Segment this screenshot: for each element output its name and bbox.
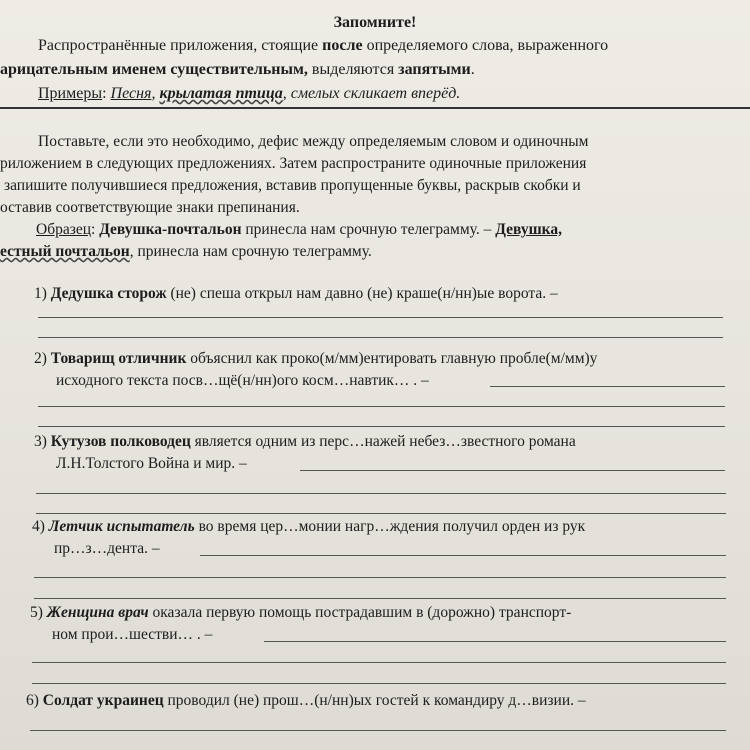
- exercise-2-cont: исходного текста посв…щё(н/нн)ого косм…навтик… . –: [56, 372, 429, 389]
- rule-examples: [38, 85, 460, 103]
- exercise-number: 1): [34, 285, 47, 302]
- exercise-text: объяснил как проко(м/мм)ентировать главную пробле(м/мм)у: [186, 350, 598, 367]
- example-word: Песня: [110, 85, 152, 102]
- rule-line-2-bold: арицательным именем существительным,: [0, 61, 308, 78]
- examples-label: Примеры: [38, 85, 103, 102]
- exercise-text: является одним из перс…нажей небез…звестного романа: [190, 433, 576, 450]
- rule-line-1-bold: после: [322, 37, 363, 54]
- exercise-3: [34, 433, 576, 451]
- sample-line-2: [0, 243, 372, 261]
- exercise-5-cont: ном прои…шестви… . –: [52, 626, 213, 643]
- exercise-bold: Дедушка сторож: [50, 285, 167, 302]
- exercise-4: [32, 518, 585, 536]
- exercise-5: [30, 604, 571, 622]
- examples-colon: :: [102, 85, 111, 102]
- answer-line[interactable]: [32, 662, 726, 663]
- sample-label: Образец: [36, 221, 92, 238]
- answer-line[interactable]: [32, 683, 726, 684]
- answer-line[interactable]: [38, 317, 723, 318]
- rule-box-bottom-border: [0, 107, 750, 109]
- exercise-text: (не) спеша открыл нам давно (не) краше(н/нн)ые ворота. –: [166, 285, 558, 302]
- sample-answer-bold: естный почтальон: [0, 243, 130, 260]
- task-line-2: риложением в следующих предложениях. Затем распространите одиночные приложения: [0, 155, 587, 172]
- sample-line: [36, 221, 562, 239]
- exercise-2: [34, 350, 597, 368]
- answer-line[interactable]: [30, 730, 726, 731]
- exercise-text: во время цер…монии нагр…ждения получил орден из рук: [194, 518, 586, 535]
- answer-line[interactable]: [38, 337, 723, 338]
- sample-bold: Девушка-почтальон: [99, 221, 242, 238]
- exercise-number: 4): [32, 518, 45, 535]
- exercise-bold: Кутузов полководец: [50, 433, 191, 450]
- sample-answer-start: Девушка,: [495, 221, 562, 238]
- exercise-number: 3): [34, 433, 47, 450]
- rule-line-2: [0, 61, 475, 79]
- exercise-3-cont: Л.Н.Толстого Война и мир. –: [56, 455, 247, 472]
- exercise-text: оказала первую помощь пострадавшим в (дорожно) транспорт-: [148, 604, 572, 621]
- exercise-1: [34, 285, 558, 303]
- exercise-number: 5): [30, 604, 43, 621]
- exercise-4-cont: пр…з…дента. –: [54, 540, 160, 557]
- sample-colon: :: [91, 221, 100, 238]
- answer-line[interactable]: [36, 513, 726, 514]
- task-line-3: запишите получившиеся предложения, вставив пропущенные буквы, раскрыв скобки и: [4, 177, 581, 194]
- example-apposition: крылатая птица: [159, 85, 283, 102]
- answer-line[interactable]: [300, 470, 725, 471]
- example-rest: , смелых скликает вперёд.: [282, 85, 461, 102]
- rule-line-2-mid: выделяются: [307, 61, 399, 78]
- answer-line[interactable]: [38, 426, 725, 427]
- example-comma: ,: [151, 85, 160, 102]
- rule-line-1-start: Распространённые приложения, стоящие: [38, 37, 323, 54]
- answer-line[interactable]: [200, 555, 726, 556]
- exercise-bold: Товарищ отличник: [50, 350, 187, 367]
- exercise-6: [26, 692, 586, 710]
- rule-line-2-bold2: запятыми: [398, 61, 471, 78]
- rule-line-2-period: .: [470, 61, 475, 78]
- answer-line[interactable]: [36, 493, 726, 494]
- rule-line-1: [38, 37, 608, 55]
- answer-line[interactable]: [38, 406, 725, 407]
- answer-line[interactable]: [34, 598, 726, 599]
- exercise-bold: Летчик испытатель: [48, 518, 195, 535]
- sample-rest: принесла нам срочную телеграмму. –: [241, 221, 496, 238]
- rule-line-1-end: определяемого слова, выраженного: [362, 37, 609, 54]
- answer-line[interactable]: [264, 641, 726, 642]
- exercise-bold: Женщина врач: [46, 604, 149, 621]
- exercise-number: 2): [34, 350, 47, 367]
- answer-line[interactable]: [34, 577, 726, 578]
- exercise-text: проводил (не) прош…(н/нн)ых гостей к командиру д…визии. –: [163, 692, 586, 709]
- task-line-1: Поставьте, если это необходимо, дефис между определяемым словом и одиночным: [38, 133, 589, 150]
- sample-answer-rest: , принесла нам срочную телеграмму.: [129, 243, 372, 260]
- task-line-4: оставив соответствующие знаки препинания.: [0, 199, 300, 216]
- exercise-bold: Солдат украинец: [42, 692, 164, 709]
- answer-line[interactable]: [490, 386, 725, 387]
- rule-title: Запомните!: [333, 14, 417, 31]
- exercise-number: 6): [26, 692, 39, 709]
